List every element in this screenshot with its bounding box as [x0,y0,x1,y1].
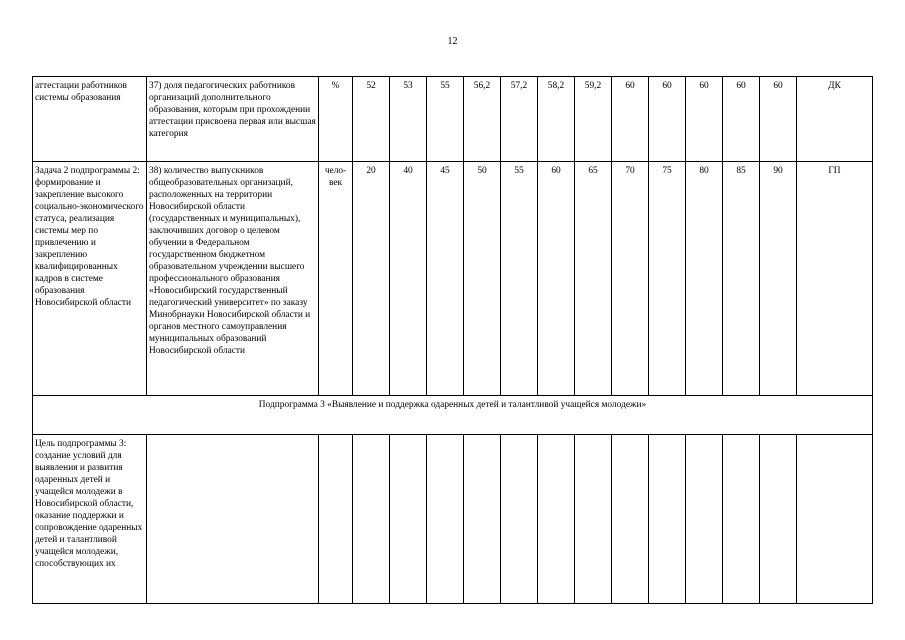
value-cell: 60 [649,77,686,162]
value-cell: 60 [686,77,723,162]
empty-cell [501,435,538,604]
subprogram-row [33,396,873,435]
responsible-cell: ДК [797,77,873,162]
value-cell: 53 [390,77,427,162]
value-cell: 59,2 [575,77,612,162]
value-cell: 65 [575,162,612,396]
indicators-table [32,76,873,604]
empty-cell [760,435,797,604]
value-cell: 58,2 [538,77,575,162]
goal-cell: Цель подпрограммы 3: создание условий для выявления и развития одаренных детей и учащейся молодежи в Новосибирской области, оказание поддержки и сопровождение одаренных детей и талантливой учащейся молодежи, способствующих их [33,435,147,604]
table-row [33,77,873,162]
value-cell: 85 [723,162,760,396]
empty-cell [147,435,319,604]
unit-cell: % [319,77,353,162]
subprogram-title: Подпрограмма 3 «Выявление и поддержка одаренных детей и талантливой учащейся молодежи» [33,396,873,435]
value-cell: 60 [723,77,760,162]
indicator-cell: 38) количество выпускников общеобразовательных организаций, расположенных на территории Новосибирской области (государственных и муниципальных), заключивших договор о целевом обучении в Федеральном государственном бюджетном образовательном учреждении высшего профессионального образования «Новосибирский государственный педагогический университет» по заказу Минобрнауки Новосибирской области и органов местного самоуправления муниципальных образований Новосибирской области [147,162,319,396]
value-cell: 50 [464,162,501,396]
value-cell: 70 [612,162,649,396]
unit-cell: чело-век [319,162,353,396]
value-cell: 90 [760,162,797,396]
value-cell: 60 [538,162,575,396]
value-cell: 60 [612,77,649,162]
empty-cell [612,435,649,604]
empty-cell [797,435,873,604]
value-cell: 45 [427,162,464,396]
empty-cell [649,435,686,604]
value-cell: 80 [686,162,723,396]
table-row [33,162,873,396]
empty-cell [319,435,353,604]
empty-cell [390,435,427,604]
value-cell: 55 [501,162,538,396]
value-cell: 56,2 [464,77,501,162]
empty-cell [686,435,723,604]
value-cell: 75 [649,162,686,396]
value-cell: 57,2 [501,77,538,162]
page-number: 12 [447,36,458,47]
empty-cell [464,435,501,604]
value-cell: 55 [427,77,464,162]
goal-row [33,435,873,604]
empty-cell [723,435,760,604]
indicator-cell: 37) доля педагогических работников организаций дополнительного образования, которым при прохождении аттестации присвоена первая или высшая категория [147,77,319,162]
value-cell: 52 [353,77,390,162]
value-cell: 20 [353,162,390,396]
empty-cell [353,435,390,604]
empty-cell [427,435,464,604]
task-cell: Задача 2 подпрограммы 2: формирование и закрепление высокого социально-экономического статуса, реализация системы мер по привлечению и закреплению квалифицированных кадров в системе образования Новосибирской области [33,162,147,396]
task-cell: аттестации работников системы образования [33,77,147,162]
empty-cell [575,435,612,604]
empty-cell [538,435,575,604]
value-cell: 40 [390,162,427,396]
responsible-cell: ГП [797,162,873,396]
value-cell: 60 [760,77,797,162]
